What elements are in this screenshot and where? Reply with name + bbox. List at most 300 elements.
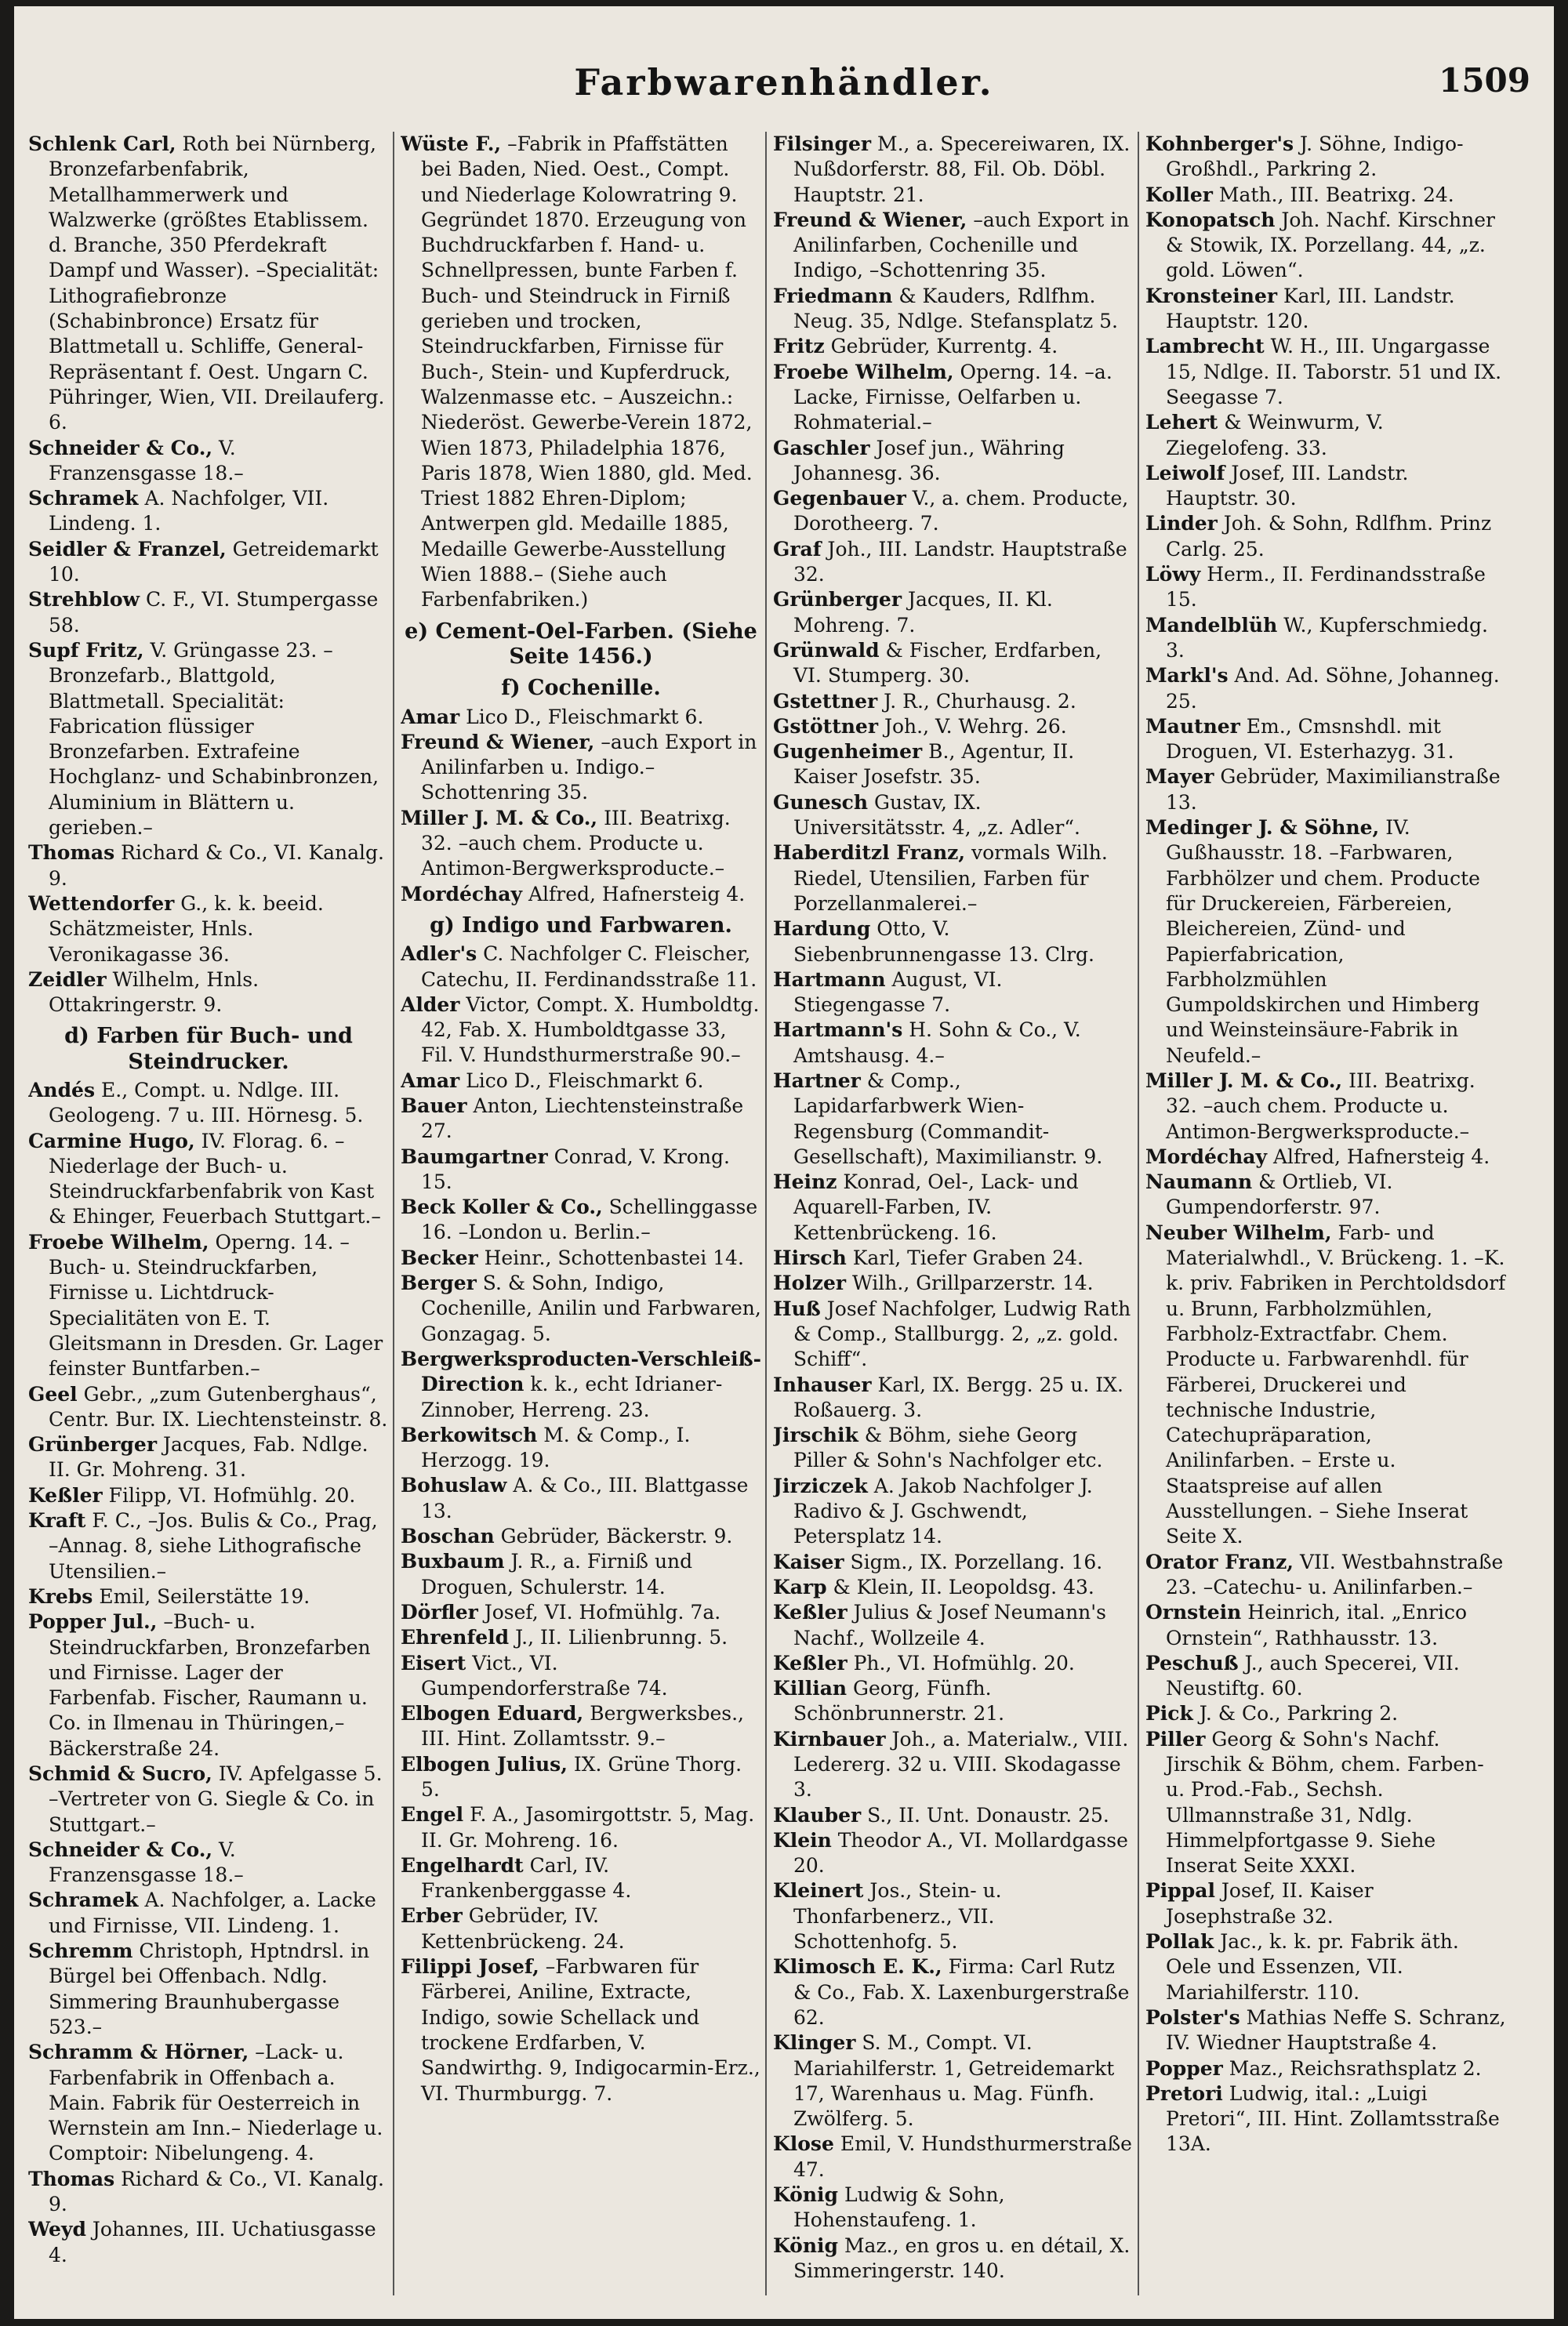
entry-text: J. R., Churhausg. 2. [877,689,1076,713]
directory-entry [773,1373,1134,1424]
entry-text: III. Beatrixg. 32. –auch chem. Producte u. Antimon-Bergwerksproducte.– [1166,1069,1475,1143]
directory-entry [1145,2081,1506,2157]
entry-name: Buxbaum [401,1550,505,1573]
entry-text: Josef, III. Landstr. Hauptstr. 30. [1166,461,1409,510]
directory-entry [1145,1651,1506,1702]
directory-entry [401,1625,761,1650]
entry-text: Emil, Seilerstätte 19. [93,1584,310,1608]
entry-name: Wettendorfer [28,891,175,915]
column-divider [1138,132,1139,2295]
directory-entry [28,967,389,1018]
entry-name: König [773,2183,839,2207]
directory-entry [773,916,1134,967]
directory-entry [1145,1069,1506,1145]
entry-name: Zeidler [28,967,107,991]
directory-entry [401,1246,761,1271]
entry-text: Joh. & Sohn, Rdlfhm. Prinz Carlg. 25. [1166,512,1492,561]
entry-name: Inhauser [773,1373,872,1396]
directory-entry [401,1802,761,1853]
directory-entry [28,1762,389,1838]
entry-name: Orator Franz, [1145,1550,1294,1573]
entry-name: Boschan [401,1525,495,1548]
entry-text: k. k., echt Idrianer-Zinnober, Herreng. 23. [421,1373,723,1421]
entry-name: Popper Jul., [28,1610,158,1634]
directory-entry [1145,764,1506,815]
entry-name: Heinz [773,1170,837,1194]
entry-text: Alfred, Hafnersteig 4. [522,882,746,905]
directory-entry [773,1600,1134,1651]
directory-entry [401,132,761,613]
column-divider [393,132,394,2295]
entry-name: Huß [773,1297,821,1320]
entry-name: Klauber [773,1803,862,1827]
entry-text: E., Compt. u. Ndlge. III. Geologeng. 7 u. III. Hörnesg. 5. [49,1078,364,1127]
entry-name: Hartmann's [773,1018,903,1042]
entry-name: König [773,2233,839,2257]
directory-entry [773,1803,1134,1828]
directory-entry [28,486,389,537]
entry-name: Adler's [401,942,477,966]
entry-name: Dörfler [401,1600,478,1624]
entry-name: Bergwerksproducten-Verschleiß-Direction [401,1347,761,1396]
entry-name: Pollak [1145,1930,1214,1954]
directory-entry [1145,461,1506,512]
entry-text: IV. Apfelgasse 5. –Vertreter von G. Siegle & Co. in Stuttgart.– [49,1762,383,1836]
entry-text: Theodor A., VI. Mollardgasse 20. [793,1828,1128,1878]
directory-entry [401,1524,761,1549]
directory-entry [28,537,389,588]
entry-name: Killian [773,1677,848,1700]
directory-entry [28,1609,389,1762]
entry-text: Schellinggasse 16. –London u. Berlin.– [421,1196,758,1244]
entry-text: Josef jun., Währing Johannesg. 36. [793,436,1065,484]
section-heading: e) Cement-Oel-Farben. (Siehe Seite 1456.) [405,619,757,669]
entry-text: & Weinwurm, V. Ziegelofeng. 33. [1166,411,1384,459]
entry-text: Konrad, Oel-, Lack- und Aquarell-Farben, IV. Kettenbrückeng. 16. [793,1170,1079,1244]
directory-entry [28,436,389,487]
entry-text: B., Agentur, II. Kaiser Josefstr. 35. [793,740,1075,789]
entry-name: Eisert [401,1651,466,1675]
entry-text: Anton, Liechtensteinstraße 27. [421,1094,744,1143]
entry-text: Roth bei Nürnberg, Bronzefarbenfabrik, Metallhammerwerk und Walzwerke (größtes Etablissem. d. Branche, 350 Pferdekraft Dampf und Wasser). –Specialität: Lithografiebronze (Schabinbronce) Ersatz für Blattmetall u. Schliffe, General-Repräsentant f. Oest. Ungarn C. Pühringer, Wien, VII. Dreilauferg. 6. [49,132,385,434]
entry-text: Bergwerksbes., III. Hint. Zollamtsstr. 9.– [421,1702,744,1751]
entry-text: Firma: Carl Rutz & Co., Fab. X. Laxenburgerstraße 62. [793,1955,1130,2029]
entry-text: J. & Co., Parkring 2. [1192,1702,1399,1725]
entry-text: Jac., k. k. pr. Fabrik äth. Oele und Essenzen, VII. Mariahilferstr. 110. [1166,1930,1459,2004]
section-heading: f) Cochenille. [501,676,661,701]
directory-entry [28,891,389,967]
entry-text: Georg & Sohn's Nachf. Jirschik & Böhm, chem. Farben- u. Prod.-Fab., Sechsh. Ullmannstraße 31, Ndlg. Himmelpfortgasse 9. Siehe Inserat Seite XXXI. [1166,1727,1484,1878]
entry-name: Schramek [28,487,139,510]
entry-name: Froebe Wilhelm, [773,360,954,383]
entry-text: Gebrüder, Bäckerstr. 9. [494,1525,733,1548]
directory-entry [773,1828,1134,1879]
entry-name: Baumgartner [401,1145,548,1168]
directory-page [14,6,1554,2319]
entry-text: Gebrüder, IV. Kettenbrückeng. 24. [421,1904,625,1953]
entry-text: & Ortlieb, VI. Gumpendorferstr. 97. [1166,1170,1393,1219]
entry-text: Ludwig & Sohn, Hohenstaufeng. 1. [793,2183,1005,2232]
entry-text: Josef, II. Kaiser Josephstraße 32. [1166,1879,1374,1928]
directory-entry [773,1297,1134,1373]
entry-name: Engelhardt [401,1853,524,1877]
entry-text: –auch Export in Anilinfarben u. Indigo.– Schottenring 35. [421,730,757,804]
directory-entry [401,1903,761,1954]
directory-entry [401,1423,761,1474]
entry-text: Karl, III. Landstr. Hauptstr. 120. [1166,284,1455,333]
column-divider [765,132,767,2295]
entry-name: Gunesch [773,790,869,814]
entry-name: Mandelblüh [1145,613,1278,637]
directory-entry [773,1954,1134,2030]
directory-entry [401,942,761,992]
entry-name: Grünberger [28,1433,157,1457]
entry-text: Sigm., IX. Porzellang. 16. [844,1550,1103,1573]
entry-text: Filipp, VI. Hofmühlg. 20. [102,1483,356,1507]
entry-text: Maz., en gros u. en détail, X. Simmeringerstr. 140. [793,2233,1131,2282]
entry-name: Wüste F., [401,132,502,155]
entry-name: Elbogen Julius, [401,1752,568,1776]
entry-name: Keßler [28,1483,103,1507]
entry-name: Filsinger [773,132,872,155]
entry-text: VII. Westbahnstraße 23. –Catechu- u. Anilinfarben.– [1166,1550,1504,1598]
entry-text: W. H., III. Ungargasse 15, Ndlge. II. Taborstr. 51 und IX. Seegasse 7. [1166,335,1502,408]
entry-text: Lico D., Fleischmarkt 6. [459,705,704,728]
directory-entry [773,486,1134,537]
entry-text: Alfred, Hafnersteig 4. [1267,1145,1490,1168]
entry-text: J., II. Lilienbrunng. 5. [509,1626,728,1649]
entry-text: Joh., V. Wehrg. 26. [878,714,1067,738]
entry-name: Gstettner [773,689,878,713]
entry-text: W., Kupferschmiedg. 3. [1166,613,1488,662]
entry-text: S. & Sohn, Indigo, Cochenille, Anilin und Farbwaren, Gonzagag. 5. [421,1272,761,1345]
directory-entry [1145,815,1506,1069]
entry-name: Hardung [773,917,871,941]
entry-text: S. M., Compt. VI. Mariahilferstr. 1, Getreidemarkt 17, Warenhaus u. Mag. Fünfh. Zwölferg. 5. [793,2031,1115,2131]
directory-entry [28,1432,389,1483]
entry-name: Popper [1145,2056,1223,2080]
entry-text: Karl, Tiefer Graben 24. [846,1246,1083,1270]
directory-entry [28,1129,389,1230]
column-4 [1145,132,1506,2295]
entry-name: Amar [401,1069,460,1092]
entry-name: Mayer [1145,765,1214,789]
directory-entry [773,1018,1134,1069]
entry-text: Jos., Stein- u. Thonfarbenerz., VII. Schottenhofg. 5. [793,1879,1002,1954]
directory-entry [773,334,1134,359]
entry-text: F. A., Jasomirgottstr. 5, Mag. II. Gr. Mohreng. 16. [421,1803,755,1852]
entry-name: Mautner [1145,714,1240,738]
entry-name: Medinger J. & Söhne, [1145,816,1380,840]
entry-name: Keßler [773,1601,848,1624]
directory-entry [773,360,1134,436]
entry-text: And. Ad. Söhne, Johanneg. 25. [1166,664,1500,713]
directory-entry [28,1939,389,2040]
entry-text: A. & Co., III. Blattgasse 13. [421,1474,749,1522]
entry-name: Schlenk Carl, [28,132,176,155]
directory-entry [1145,410,1506,461]
entry-name: Pick [1145,1702,1193,1725]
entry-text: Julius & Josef Neumann's Nachf., Wollzeile 4. [793,1601,1106,1649]
entry-name: Pretori [1145,2081,1223,2105]
directory-entry [773,2030,1134,2132]
entry-name: Filippi Josef, [401,1955,539,1979]
directory-entry [1145,613,1506,664]
entry-name: Klinger [773,2031,856,2055]
entry-text: Wilh., Grillparzerstr. 14. [846,1272,1094,1295]
directory-entry [773,1474,1134,1550]
entry-name: Schramek [28,1889,139,1912]
directory-entry [773,1575,1134,1600]
directory-entry [401,1069,761,1094]
entry-text: –Buch- u. Steindruckfarben, Bronzefarben und Firnisse. Lager der Farbenfab. Fischer, Raumann u. Co. in Ilmenau in Thüringen,– Bäckerstraße 24. [49,1610,371,1760]
entry-text: C. F., VI. Stumpergasse 58. [49,588,379,637]
directory-entry [773,689,1134,714]
entry-text: Operng. 14. –Buch- u. Steindruckfarben, Firnisse u. Lichtdruck-Specialitäten von E. T. Gleitsmann in Dresden. Gr. Lager feinster Buntfarben.– [49,1230,383,1381]
entry-name: Löwy [1145,563,1201,586]
entry-name: Haberditzl Franz, [773,841,966,865]
entry-name: Schremm [28,1940,133,1963]
entry-name: Weyd [28,2218,86,2241]
entry-name: Becker [401,1246,478,1269]
entry-name: Miller J. M. & Co., [1145,1069,1343,1092]
entry-text: Joh., III. Landstr. Hauptstraße 32. [793,537,1127,586]
entry-name: Hirsch [773,1246,847,1270]
entry-text: Em., Cmsnshdl. mit Droguen, VI. Esterhazyg. 31. [1166,714,1454,764]
entry-name: Berger [401,1272,477,1295]
entry-name: Schmid & Sucro, [28,1762,212,1785]
directory-entry [401,1347,761,1423]
entry-name: Thomas [28,2167,115,2190]
entry-name: Markl's [1145,664,1229,688]
directory-entry [773,1069,1134,1170]
entry-name: Seidler & Franzel, [28,537,227,561]
directory-entry [401,1145,761,1196]
entry-text: V. Grüngasse 23. –Bronzefarb., Blattgold, Blattmetall. Specialität: Fabrication flüssiger Bronzefarben. Extrafeine Hochglanz- und Schabinbronzen, Aluminium in Blättern u. gerieben.– [49,638,379,840]
directory-entry [401,1094,761,1145]
directory-entry [401,1651,761,1702]
entry-name: Hartner [773,1069,861,1092]
entry-text: C. Nachfolger C. Fleischer, Catechu, II. Ferdinandsstraße 11. [421,942,757,991]
entry-text: Jacques, II. Kl. Mohreng. 7. [793,588,1053,637]
directory-entry [773,1651,1134,1676]
entry-name: Piller [1145,1727,1206,1751]
entry-name: Holzer [773,1272,847,1295]
entry-text: IX. Grüne Thorg. 5. [421,1752,742,1801]
entry-text: –auch Export in Anilinfarben, Cochenille und Indigo, –Schottenring 35. [793,208,1130,282]
directory-entry [1145,663,1506,714]
directory-entry [401,1752,761,1803]
directory-entry [401,705,761,730]
entry-name: Erber [401,1904,463,1928]
directory-entry [28,1508,389,1584]
entry-name: Naumann [1145,1170,1253,1194]
directory-entry [1145,2005,1506,2056]
entry-text: –Lack- u. Farbenfabrik in Offenbach a. Main. Fabrik für Oesterreich in Wernstein am Inn.– Niederlage u. Comptoir: Nibelungeng. 4. [49,2041,383,2165]
entry-name: Friedmann [773,284,893,307]
page-title: Farbwarenhändler. [574,61,994,103]
entry-text: Maz., Reichsrathsplatz 2. [1222,2056,1482,2080]
entry-name: Koller [1145,183,1213,206]
entry-text: H. Sohn & Co., V. Amtshausg. 4.– [793,1018,1081,1067]
entry-name: Kohnberger's [1145,132,1294,155]
entry-name: Graf [773,537,822,561]
entry-name: Neuber Wilhelm, [1145,1221,1332,1244]
directory-entry [773,967,1134,1018]
entry-name: Gegenbauer [773,487,906,510]
column-2 [401,132,761,2295]
entry-name: Supf Fritz, [28,638,144,662]
entry-name: Andés [28,1078,96,1101]
entry-text: G., k. k. beeid. Schätzmeister, Hnls. Veronikagasse 36. [49,891,324,966]
entry-text: III. Beatrixg. 32. –auch chem. Producte u. Antimon-Bergwerksproducte.– [421,806,731,880]
directory-entry [1145,1878,1506,1929]
directory-entry [773,790,1134,841]
directory-entry [1145,132,1506,183]
entry-name: Grünwald [773,638,880,662]
entry-name: Fritz [773,335,825,358]
directory-entry [773,1727,1134,1803]
entry-name: Amar [401,705,460,728]
entry-text: Gebr., „zum Gutenberghaus“, Centr. Bur. IX. Liechtensteinstr. 8. [49,1382,388,1431]
column-3 [773,132,1134,2295]
directory-entry [401,730,761,806]
entry-name: Miller J. M. & Co., [401,806,598,829]
directory-entry [1145,1221,1506,1550]
directory-entry [773,1878,1134,1954]
entry-name: Bohuslaw [401,1474,507,1497]
entry-text: Karl, IX. Bergg. 25 u. IX. Roßauerg. 3. [793,1373,1123,1421]
entry-text: Carl, IV. Frankenberggasse 4. [421,1853,632,1903]
entry-text: M. & Comp., I. Herzogg. 19. [421,1423,691,1472]
directory-entry [773,436,1134,487]
entry-name: Krebs [28,1584,93,1608]
entry-text: Lico D., Fleischmarkt 6. [459,1069,704,1092]
directory-entry [401,882,761,907]
directory-entry [401,1473,761,1524]
page-header [14,61,1554,124]
entry-text: Conrad, V. Krong. 15. [421,1145,730,1193]
entry-name: Alder [401,992,460,1016]
directory-entry [1145,284,1506,335]
directory-entry [401,1954,761,2106]
entry-text: Math., III. Beatrixg. 24. [1212,183,1454,206]
entry-name: Polster's [1145,2005,1240,2029]
entry-text: M., a. Specereiwaren, IX. Nußdorferstr. 88, Fil. Ob. Döbl. Hauptstr. 21. [793,132,1131,206]
directory-entry [1145,1600,1506,1651]
columns-container [28,132,1540,2295]
entry-name: Linder [1145,512,1218,535]
entry-name: Mordéchay [401,882,523,905]
entry-name: Gugenheimer [773,740,923,764]
directory-entry [773,1246,1134,1271]
entry-name: Kleinert [773,1879,864,1903]
entry-name: Ehrenfeld [401,1626,510,1649]
entry-name: Kirnbauer [773,1727,886,1751]
entry-name: Thomas [28,841,115,865]
section-heading: d) Farben für Buch- und Steindrucker. [64,1024,353,1074]
directory-entry [773,840,1134,916]
entry-name: Strehblow [28,588,140,611]
directory-entry [401,1853,761,1904]
entry-name: Leiwolf [1145,461,1225,484]
directory-entry [28,132,389,436]
directory-entry [401,1701,761,1752]
directory-entry [773,537,1134,588]
directory-entry [773,739,1134,790]
directory-entry [773,2233,1134,2284]
entry-name: Schneider & Co., [28,1838,213,1861]
directory-entry [401,992,761,1069]
entry-text: vormals Wilh. Riedel, Utensilien, Farben für Porzellanmalerei.– [793,841,1108,915]
entry-text: Josef Nachfolger, Ludwig Rath & Comp., Stallburgg. 2, „z. gold. Schiff“. [793,1297,1131,1371]
entry-text: Richard & Co., VI. Kanalg. 9. [49,841,384,890]
entry-text: Gebrüder, Kurrentg. 4. [824,335,1058,358]
entry-text: Wilhelm, Hnls. Ottakringerstr. 9. [49,967,260,1017]
entry-text: Jacques, Fab. Ndlge. II. Gr. Mohreng. 31. [49,1433,368,1482]
entry-name: Peschuß [1145,1651,1239,1675]
entry-text: J. Söhne, Indigo-Großhdl., Parkring 2. [1166,132,1464,181]
directory-entry [773,638,1134,689]
entry-name: Karp [773,1575,827,1598]
directory-entry [401,1600,761,1625]
entry-text: IV. Florag. 6. –Niederlage der Buch- u. Steindruckfarbenfabrik von Kast & Ehinger, Feuerbach Stuttgart.– [49,1129,381,1228]
page-number: 1509 [1439,61,1530,100]
entry-text: J., auch Specerei, VII. Neustiftg. 60. [1166,1651,1460,1700]
entry-text: Gustav, IX. Universitätsstr. 4, „z. Adler“. [793,790,1081,840]
entry-name: Freund & Wiener, [773,208,967,231]
column-1 [28,132,389,2295]
entry-text: & Fischer, Erdfarben, VI. Stumperg. 30. [793,638,1102,688]
entry-text: S., II. Unt. Donaustr. 25. [861,1803,1109,1827]
entry-text: Georg, Fünfh. Schönbrunnerstr. 21. [793,1677,1005,1725]
entry-name: Hartmann [773,967,886,991]
entry-text: Ph., VI. Hofmühlg. 20. [847,1651,1075,1675]
directory-entry [1145,1145,1506,1170]
entry-text: Heinr., Schottenbastei 14. [477,1246,744,1269]
entry-name: Lambrecht [1145,335,1265,358]
directory-entry [1145,1170,1506,1221]
entry-name: Klose [773,2132,834,2156]
entry-name: Klimosch E. K., [773,1955,942,1979]
entry-name: Pippal [1145,1879,1215,1903]
directory-entry [401,1549,761,1600]
entry-text: & Klein, II. Leopoldsg. 43. [826,1575,1094,1598]
directory-entry [773,132,1134,208]
directory-entry [773,587,1134,638]
directory-entry [28,2217,389,2268]
directory-entry [28,840,389,891]
entry-text: –Farbwaren für Färberei, Aniline, Extracte, Indigo, sowie Schellack und trockene Erdfarben, V. Sandwirthg. 9, Indigocarmin-Erz., VI. Thurmburgg. 7. [421,1955,760,2105]
directory-entry [28,638,389,840]
entry-name: Schramm & Hörner, [28,2041,249,2064]
directory-entry [773,714,1134,739]
directory-entry [773,1423,1134,1474]
entry-text: A. Nachfolger, VII. Lindeng. 1. [49,487,329,535]
directory-entry [1145,1929,1506,2005]
entry-text: Johannes, III. Uchatiusgasse 4. [49,2218,376,2266]
entry-text: & Comp., Lapidarfarbwerk Wien-Regensburg (Commandit-Gesellschaft), Maximilianstr. 9. [793,1069,1103,1168]
entry-text: V. Franzensgasse 18.– [49,1838,244,1887]
entry-name: Geel [28,1382,78,1406]
entry-text: Getreidemarkt 10. [49,537,379,586]
entry-text: J. R., a. Firniß und Droguen, Schulerstr. 14. [421,1550,693,1598]
entry-name: Keßler [773,1651,848,1675]
directory-entry [1145,334,1506,410]
entry-name: Bauer [401,1094,467,1117]
directory-entry [1145,183,1506,208]
directory-entry [773,2183,1134,2233]
